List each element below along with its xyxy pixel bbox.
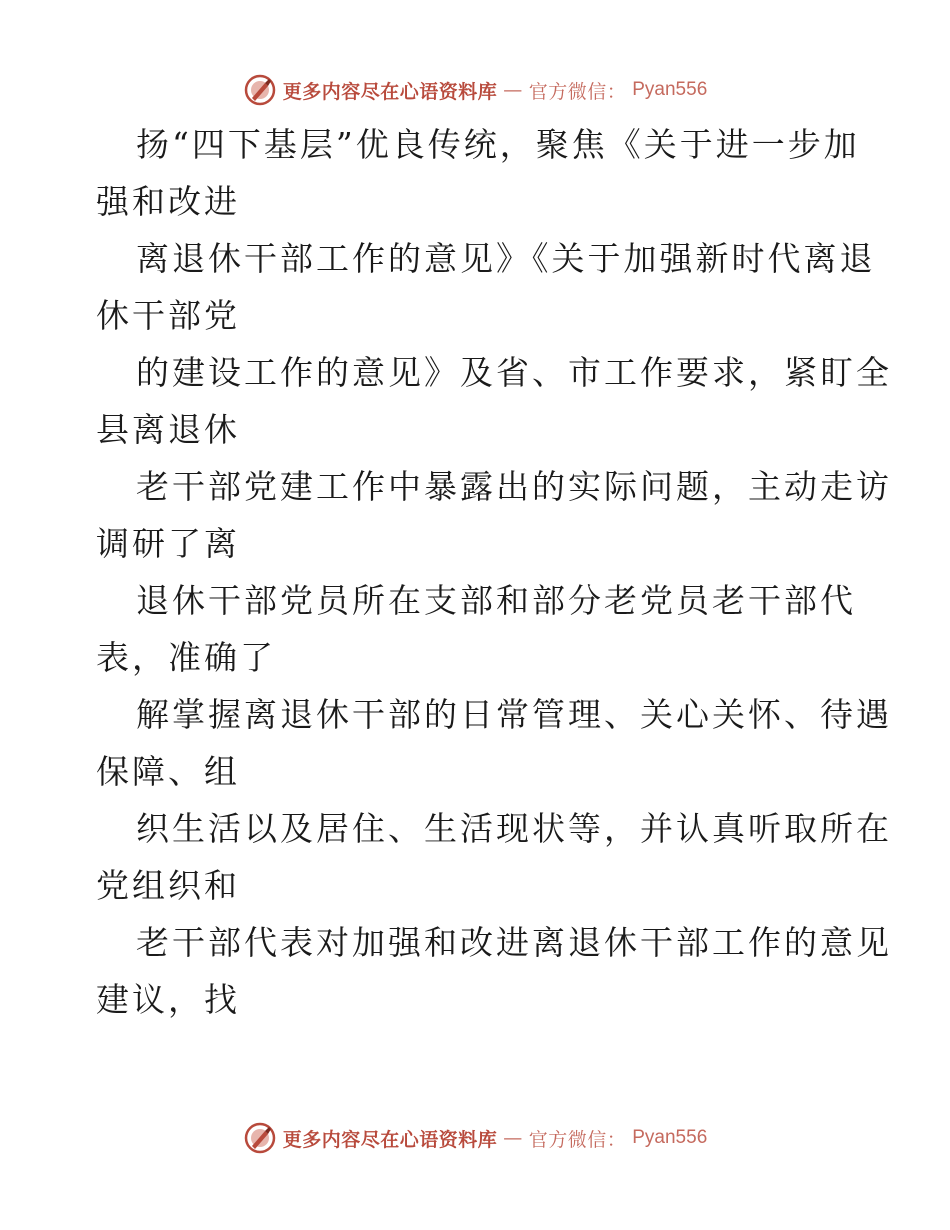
footer-watermark [0,1118,950,1158]
watermark-main-text: 更多内容尽在心语资料库 [282,80,498,103]
text-line: 休干部党 [96,296,240,335]
watermark-sub-text: 官方微信： [528,1128,627,1151]
text-line: 老干部党建工作中暴露出的实际问题，主动走访 [136,467,892,506]
pen-seal-icon [243,1121,277,1155]
header-watermark [0,70,950,110]
text-line: 调研了离 [96,524,240,563]
text-line: 离退休干部工作的意见》《关于加强新时代离退 [136,239,876,278]
text-line: 建议，找 [96,980,240,1019]
text-line: 强和改进 [96,182,240,221]
pen-seal-icon [243,73,277,107]
watermark-separator: — [503,1127,523,1149]
text-line: 老干部代表对加强和改进离退休干部工作的意见 [136,923,892,962]
text-line: 表，准确了 [96,638,276,677]
watermark-account-id: Pyan556 [632,79,708,100]
watermark-main-text: 更多内容尽在心语资料库 [282,1128,498,1151]
text-line: 扬“四下基层”优良传统，聚焦《关于进一步加 [136,125,860,164]
text-line: 县离退休 [96,410,240,449]
text-line: 织生活以及居住、生活现状等，并认真听取所在 [136,809,892,848]
text-line: 退休干部党员所在支部和部分老党员老干部代 [136,581,856,620]
watermark-account-id: Pyan556 [632,1127,708,1148]
text-line: 党组织和 [96,866,240,905]
watermark-separator: — [503,79,523,101]
text-line: 的建设工作的意见》及省、市工作要求，紧盯全 [136,353,892,392]
text-line: 解掌握离退休干部的日常管理、关心关怀、待遇 [136,695,892,734]
document-body [96,116,892,1028]
watermark-sub-text: 官方微信： [528,80,627,103]
text-line: 保障、组 [96,752,240,791]
